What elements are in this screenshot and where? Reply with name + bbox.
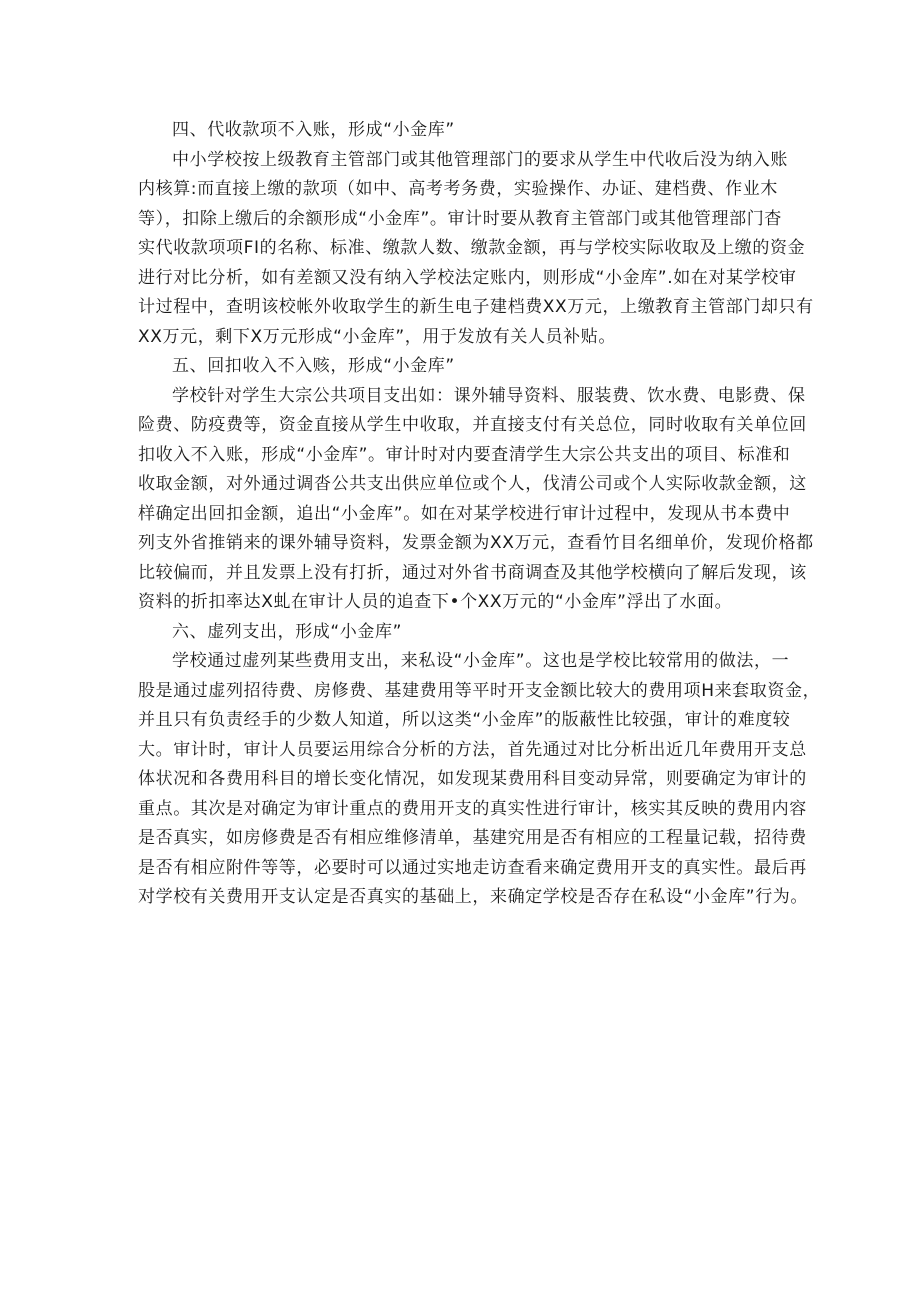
paragraph-line: 是否有相应附件等等，必要时可以通过实地走访查看来确定费用开支的真实性。最后再	[138, 857, 807, 878]
paragraph-line: 计过程中，查明该校帐外收取学生的新生电子建档费XX万元，上缴教育主管部门却只有	[138, 297, 814, 317]
section-heading: 六、虚列支出，形成“小金库”	[172, 621, 403, 642]
section-heading: 五、回扣收入不入赅，形成“小金库”	[172, 356, 455, 376]
paragraph-line: 比较偏而，并且发票上没有打折，通过对外省书商调查及其他学校横向了解后发现，该	[138, 562, 807, 583]
paragraph-line: 实代收款项项FI的名称、标准、缴款人数、缴款金额，再与学校实际收取及上缴的资金	[138, 238, 806, 258]
paragraph-line: 是否真实，如房修费是否有相应维修清单，基建究用是否有相应的工程量记载，招待费	[138, 828, 807, 848]
paragraph-line: 股是通过虚列招待费、房修费、基建费用等平时开支金额比较大的费用项H来套取资金，	[138, 680, 821, 701]
paragraph-line: 中小学校按上级教育主管部门或其他管理部门的要求从学生中代收后没为纳入账	[172, 149, 788, 170]
section-four	[138, 116, 814, 352]
paragraph-line: 大。审计时，审计人员要运用综合分析的方法，首先通过对比分析出近几年费用开支总	[138, 739, 807, 760]
paragraph-line: 体状况和各费用科目的增长变化情况，如发现某费用科目变动异常，则要确定为审计的	[138, 769, 807, 789]
document-page	[138, 116, 821, 913]
paragraph-line: 等），扣除上缴后的余额形成“小金库”。审计时要从教育主管部门或其他管理部门杳	[138, 208, 782, 229]
section-heading: 四、代收款项不入账，形成“小金库”	[172, 120, 455, 140]
section-six	[138, 618, 821, 913]
paragraph-line: 扣收入不入账，形成“小金库”。审计时对内要査清学生大宗公共支出的项目、标准和	[138, 444, 791, 465]
paragraph-line: 收取金额，对外通过调沓公共支出供应单位或个人，伐清公司或个人实际收款金额，这	[138, 474, 807, 494]
paragraph-line: 内核算:而直接上缴的款项（如中、高考考务费，实验操作、办证、建档费、作业木	[138, 179, 778, 199]
section-five	[138, 352, 814, 618]
paragraph-line: 列支外省推销来的课外辅导资料，发票金额为XX万元，查看竹目名细单价，发现价格都	[138, 533, 814, 553]
paragraph-line: 重点。其次是对确定为审计重点的费用开支的真实性进行审计，核实其反映的费用内容	[138, 798, 807, 819]
paragraph-line: 资料的折扣率达X虬在审计人员的追查下•个XX万元的“小金库”浮出了水面。	[138, 592, 733, 612]
paragraph-line: 学校通过虚列某些费用支出，来私设“小金库”。这也是学校比较常用的做法，一	[172, 651, 790, 671]
paragraph-line: 样确定出回扣金额，追出“小金库”。如在对某学校进行审计过程中，发现从书本费中	[138, 503, 791, 524]
paragraph-line: 进行对比分析，如有差额又没有纳入学校法定账内，则形成“小金库”.如在对某学校审	[138, 267, 797, 288]
paragraph-line: 并且只有负责经手的少数人知道，所以这类“小金库”的版蔽性比较强，审计的难度较	[138, 710, 791, 730]
paragraph-line: 险费、防疫费等，资金直接从学生中收取，并直接支付有关总位，同时收取有关单位回	[138, 415, 807, 435]
paragraph-line: XX万元，剩下X万元形成“小金库”，用于发放有关人员补贴。	[138, 326, 616, 347]
paragraph-line: 对学校有关费用开支认定是否真实的基础上，来确定学校是否存在私设“小金库”行为。	[138, 887, 809, 907]
paragraph-line: 学校针对学生大宗公共项目支出如：课外辅导资料、服装费、饮水费、电影费、保	[172, 385, 806, 406]
